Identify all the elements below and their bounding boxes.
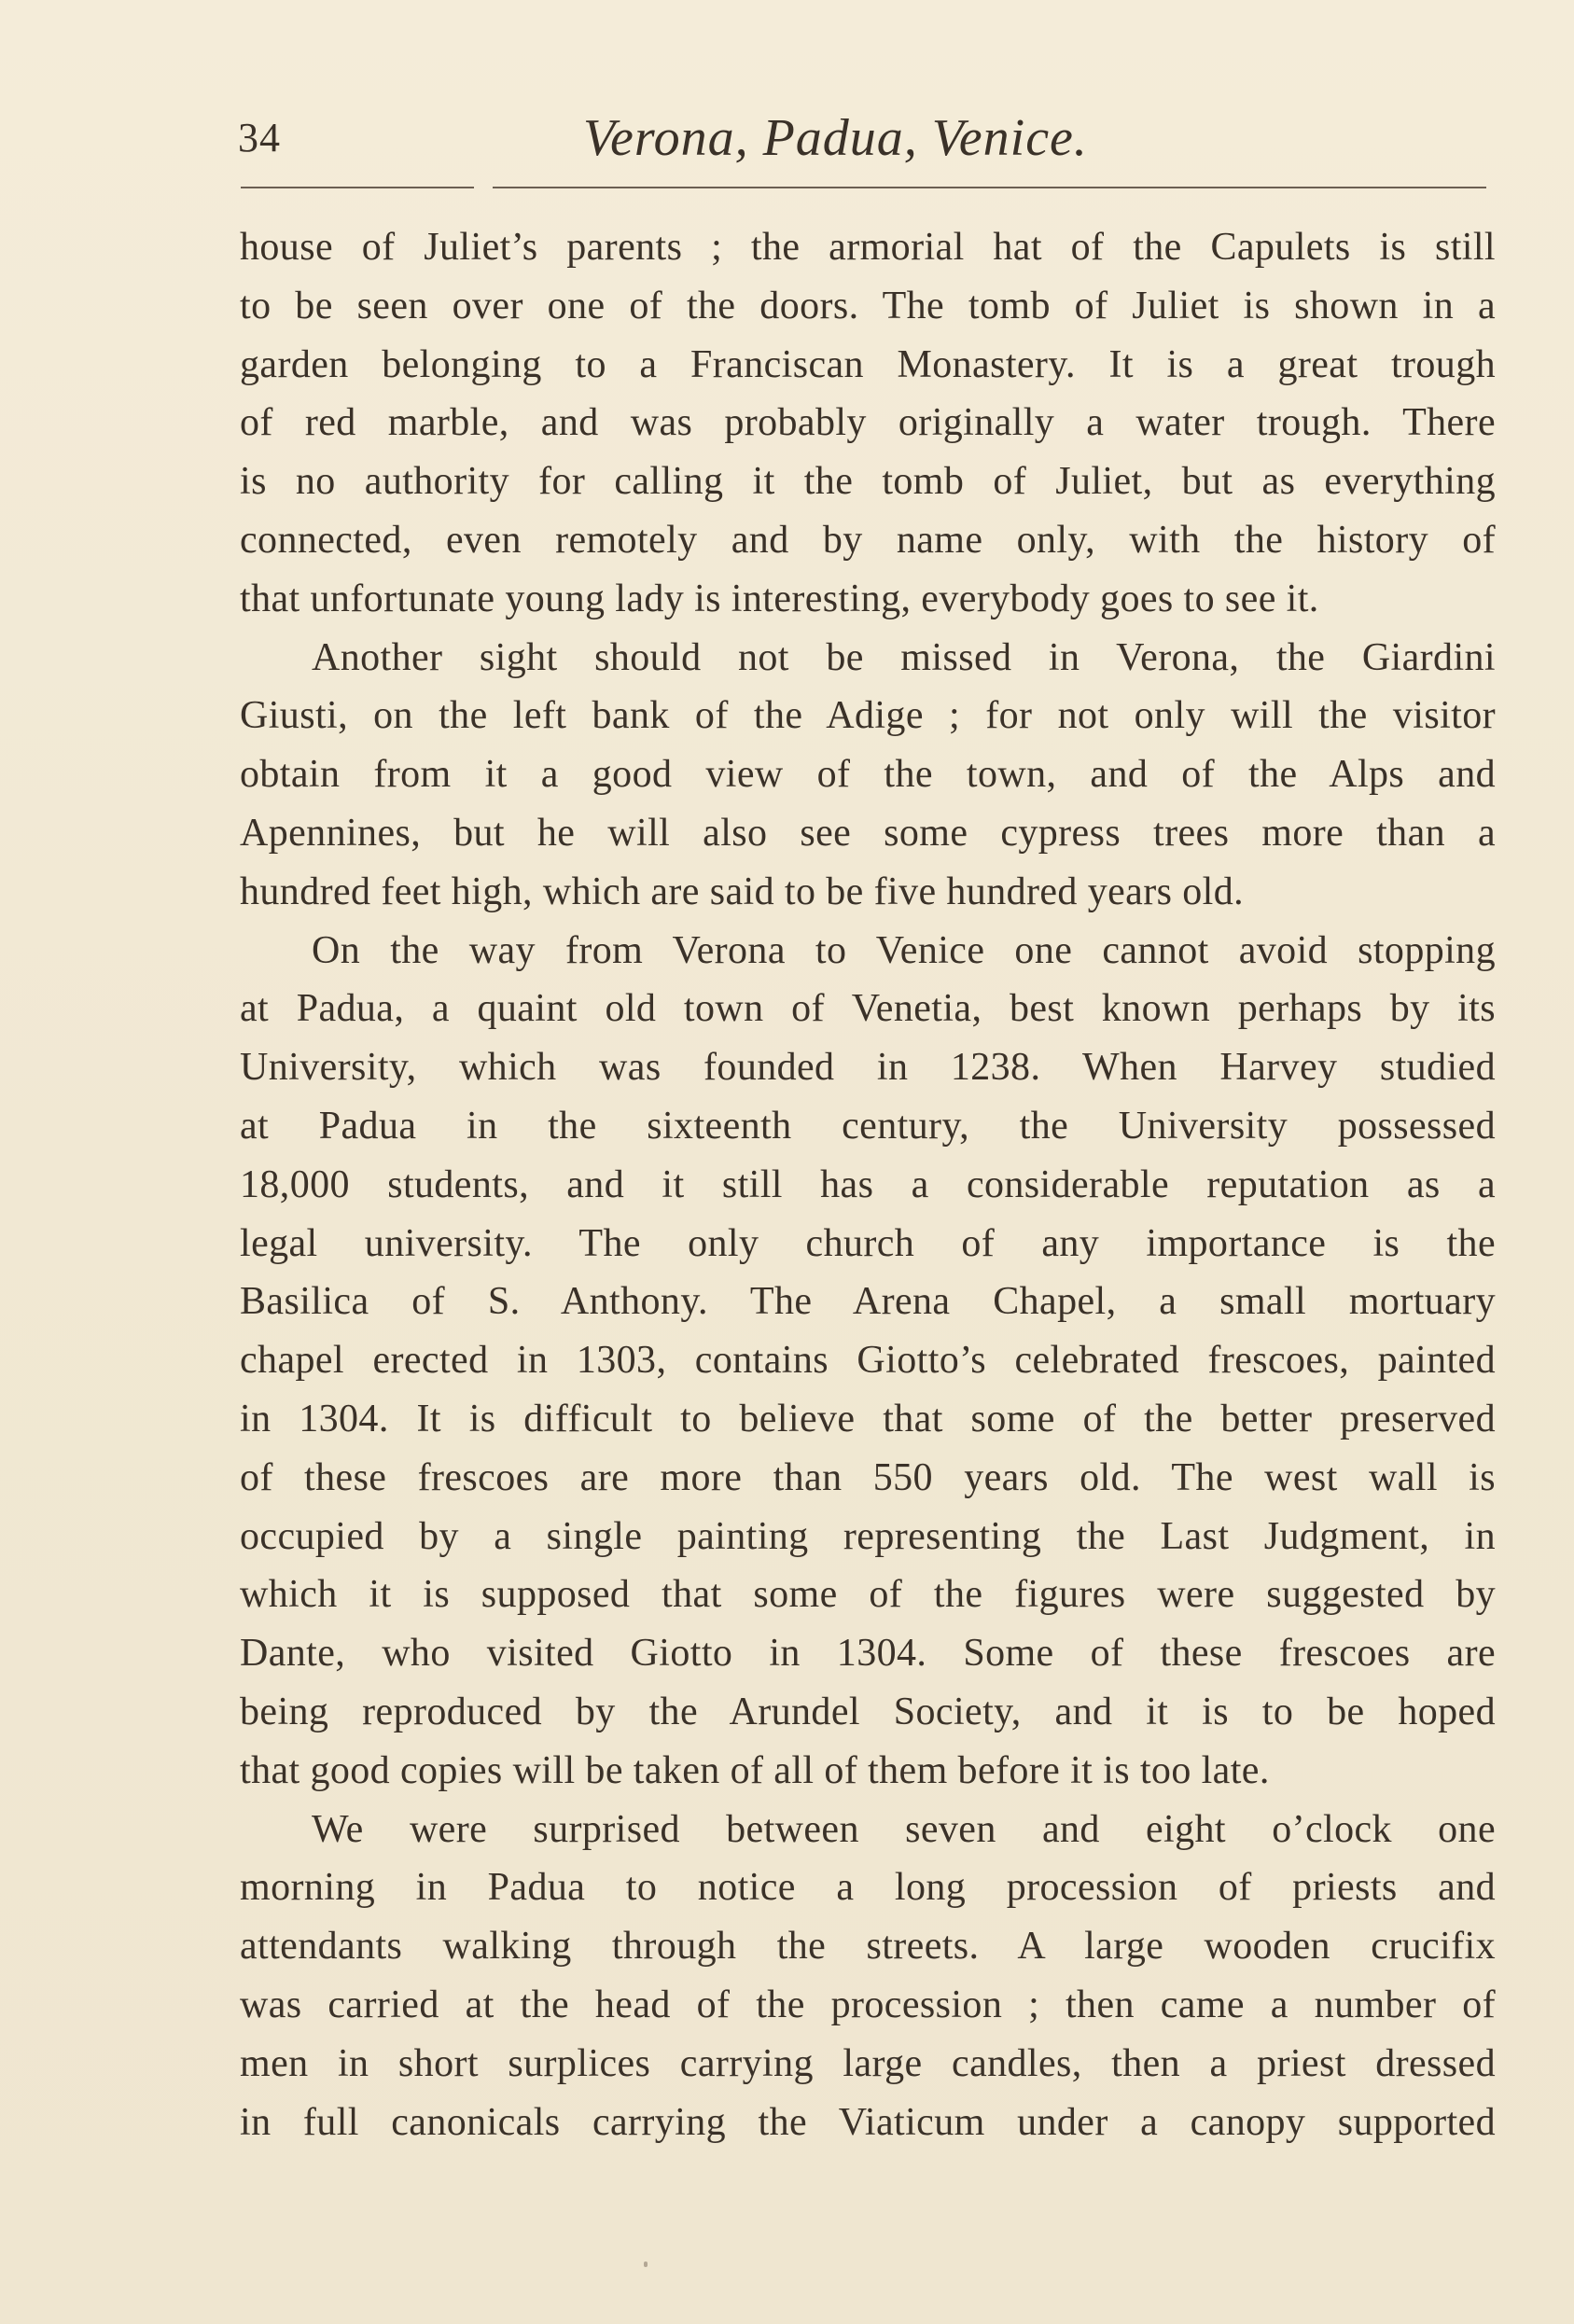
text-line: Another sight should not be missed in Verona, the Giardini xyxy=(312,635,1496,679)
page-number: 34 xyxy=(238,115,281,160)
text-line: legal university. The only church of any importance is the xyxy=(240,1221,1496,1265)
page-header xyxy=(238,110,1488,175)
text-line: Apennines, but he will also see some cypress trees more than a xyxy=(240,811,1496,855)
text-line: attendants walking through the streets. A large wooden crucifix xyxy=(240,1925,1496,1969)
text-line: Giusti, on the left bank of the Adige ; for not only will the visitor xyxy=(240,694,1496,738)
text-line: in 1304. It is difficult to believe that some of the better preserved xyxy=(240,1397,1496,1440)
text-line: that good copies will be taken of all of them before it is too late. xyxy=(240,1748,1270,1792)
text-line: house of Juliet’s parents ; the armorial hat of the Capulets is still xyxy=(240,226,1496,269)
text-line: which it is supposed that some of the figures were suggested by xyxy=(240,1573,1496,1617)
text-line: 18,000 students, and it still has a considerable reputation as a xyxy=(240,1162,1496,1206)
text-line: at Padua, a quaint old town of Venetia, best known perhaps by its xyxy=(240,987,1496,1031)
text-line: that unfortunate young lady is interesting, everybody goes to see it. xyxy=(240,577,1319,620)
text-line: being reproduced by the Arundel Society, and it is to be hoped xyxy=(240,1690,1496,1733)
text-line: On the way from Verona to Venice one cannot avoid stopping xyxy=(312,928,1496,972)
paper-speck xyxy=(644,2261,648,2267)
text-line: was carried at the head of the procession ; then came a number of xyxy=(240,1983,1496,2026)
text-line: occupied by a single painting representing the Last Judgment, in xyxy=(240,1514,1496,1558)
text-line: is no authority for calling it the tomb of Juliet, but as everything xyxy=(240,460,1496,504)
text-line: of these frescoes are more than 550 years old. The west wall is xyxy=(240,1455,1496,1499)
header-rule-right xyxy=(493,187,1486,188)
text-line: Basilica of S. Anthony. The Arena Chapel, a small mortuary xyxy=(240,1280,1496,1324)
text-line: men in short surplices carrying large candles, then a priest dressed xyxy=(240,2041,1496,2085)
text-line: to be seen over one of the doors. The tomb of Juliet is shown in a xyxy=(240,284,1496,327)
header-rule-left xyxy=(241,187,474,188)
body-text xyxy=(240,218,1496,2151)
text-line: Dante, who visited Giotto in 1304. Some of these frescoes are xyxy=(240,1632,1496,1676)
text-line: chapel erected in 1303, contains Giotto’s celebrated frescoes, painted xyxy=(240,1339,1496,1383)
running-title: Verona, Padua, Venice. xyxy=(583,109,1088,167)
text-line: We were surprised between seven and eight o’clock one xyxy=(312,1807,1496,1851)
text-line: morning in Padua to notice a long procession of priests and xyxy=(240,1866,1496,1910)
text-line: garden belonging to a Franciscan Monastery. It is a great trough xyxy=(240,342,1496,386)
text-line: in full canonicals carrying the Viaticum under a canopy supported xyxy=(240,2100,1496,2144)
text-line: obtain from it a good view of the town, and of the Alps and xyxy=(240,753,1496,797)
text-line: University, which was founded in 1238. When Harvey studied xyxy=(240,1046,1496,1090)
text-line: of red marble, and was probably originally a water trough. There xyxy=(240,401,1496,445)
text-line: hundred feet high, which are said to be five hundred years old. xyxy=(240,870,1245,913)
text-line: at Padua in the sixteenth century, the University possessed xyxy=(240,1104,1496,1148)
text-line: connected, even remotely and by name only, with the history of xyxy=(240,518,1496,562)
